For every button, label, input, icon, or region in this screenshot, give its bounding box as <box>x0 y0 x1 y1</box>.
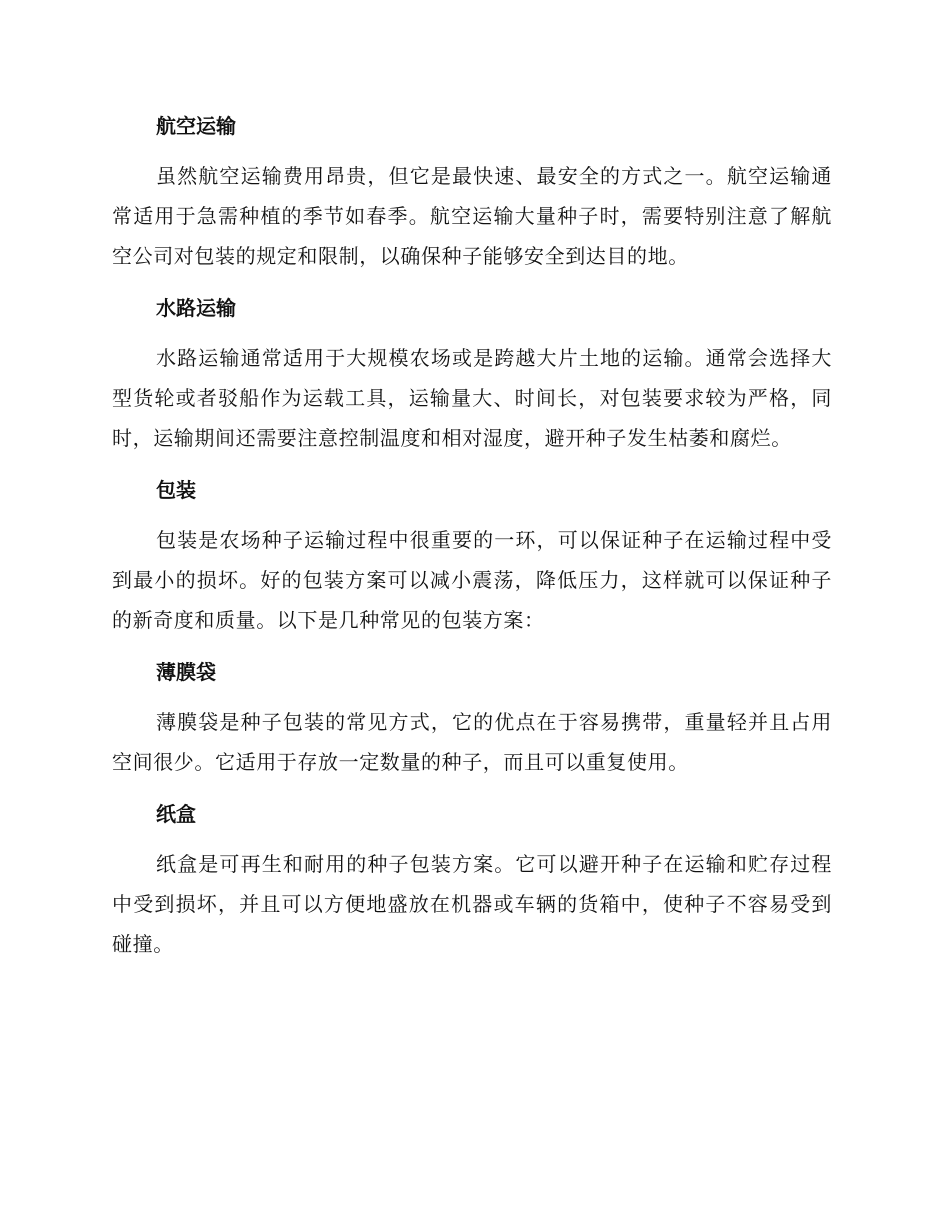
section-heading-air-transport: 航空运输 <box>156 114 236 138</box>
section-heading-packaging: 包装 <box>156 478 196 502</box>
section-paragraph-film-bag: 薄膜袋是种子包装的常见方式，它的优点在于容易携带，重量轻并且占用空间很少。它适用于存放一定数量的种子，而且可以重复使用。 <box>112 710 832 774</box>
section-paragraph-packaging: 包装是农场种子运输过程中很重要的一环，可以保证种子在运输过程中受到最小的损坏。好的包装方案可以减小震荡，降低压力，这样就可以保证种子的新奇度和质量。以下是几种常见的包装方案： <box>112 528 832 632</box>
section-paragraph-air-transport: 虽然航空运输费用昂贵，但它是最快速、最安全的方式之一。航空运输通常适用于急需种植的季节如春季。航空运输大量种子时，需要特别注意了解航空公司对包装的规定和限制，以确保种子能够安全到达目的地。 <box>112 164 832 268</box>
section-heading-water-transport: 水路运输 <box>156 296 236 320</box>
document-body <box>112 108 832 978</box>
section-paragraph-water-transport: 水路运输通常适用于大规模农场或是跨越大片土地的运输。通常会选择大型货轮或者驳船作为运载工具，运输量大、时间长，对包装要求较为严格，同时，运输期间还需要注意控制温度和相对湿度，避开种子发生枯萎和腐烂。 <box>112 346 832 450</box>
section-heading-carton: 纸盒 <box>156 802 196 826</box>
section-paragraph-carton: 纸盒是可再生和耐用的种子包装方案。它可以避开种子在运输和贮存过程中受到损坏，并且可以方便地盛放在机器或车辆的货箱中，使种子不容易受到碰撞。 <box>112 852 832 956</box>
section-heading-film-bag: 薄膜袋 <box>156 660 216 684</box>
